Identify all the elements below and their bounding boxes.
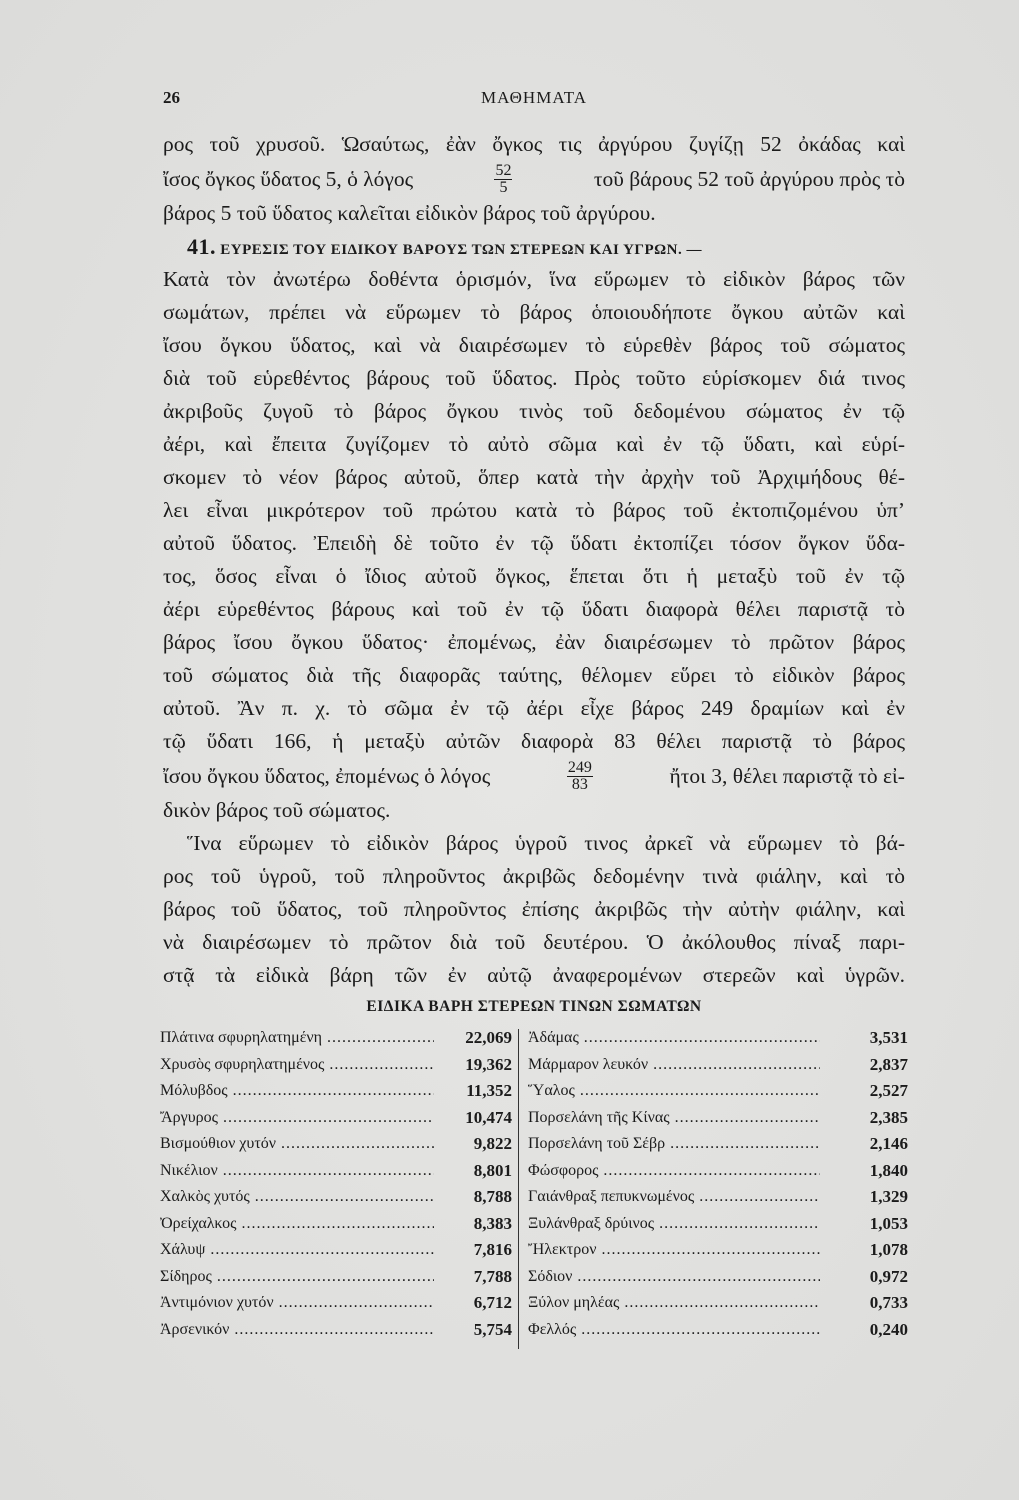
- page-number: 26: [163, 88, 180, 107]
- specific-gravity-value: 1,078: [869, 1240, 908, 1259]
- table-row: [160, 1264, 512, 1291]
- substance-name: Ὀρείχαλκος .....: [160, 1211, 434, 1238]
- substance-name: Σόδιον .....: [528, 1264, 820, 1291]
- section-number: 41.: [187, 234, 216, 259]
- column-divider: [518, 1029, 519, 1349]
- text-line: τῷ ὕδατι 166, ἡ μεταξὺ αὐτῶν διαφορὰ 83 θέλει παριστᾷ τὸ βάρος: [163, 729, 905, 753]
- text-line: νὰ διαιρέσωμεν τὸ πρῶτον διὰ τοῦ δευτέρου. Ὁ ἀκόλουθος πίναξ παρι-: [163, 930, 905, 954]
- substance-name: Μόλυβδος .....: [160, 1078, 434, 1105]
- text-line: στᾷ τὰ εἰδικὰ βάρη τῶν ἐν αὐτῷ ἀναφερομένων στερεῶν καὶ ὑγρῶν.: [163, 963, 905, 987]
- fraction: [567, 760, 593, 793]
- specific-gravity-value: 1,840: [869, 1160, 908, 1180]
- fraction-denominator: 5: [499, 178, 508, 196]
- table-row: [160, 1078, 512, 1105]
- paragraph: [163, 827, 905, 992]
- text-line: βάρος ἴσου ὄγκου ὕδατος· ἐπομένως, ἐὰν διαιρέσωμεν τὸ πρῶτον βάρος: [163, 630, 905, 654]
- table-row: [160, 1158, 512, 1185]
- table-row: [528, 1290, 908, 1317]
- specific-gravity-value: 19,362: [465, 1054, 512, 1074]
- text-segment: τοῦ βάρους 52 τοῦ ἀργύρου πρὸς τὸ: [593, 167, 905, 191]
- table-row: [528, 1158, 908, 1185]
- text-line: σκομεν τὸ νέον βάρος αὐτοῦ, ὅπερ κατὰ τὴν ἀρχὴν τοῦ Ἀρχιμήδους θέ-: [163, 465, 905, 489]
- text-line-with-fraction: [163, 161, 905, 197]
- specific-gravity-value: 11,352: [466, 1081, 512, 1100]
- substance-name: Φελλός .....: [528, 1317, 820, 1344]
- specific-gravity-value: 22,069: [465, 1028, 512, 1047]
- substance-name: Χρυσὸς σφυρηλατημένος .....: [160, 1052, 434, 1079]
- specific-gravity-value: 0,240: [869, 1319, 908, 1339]
- specific-gravity-value: 2,837: [869, 1054, 908, 1074]
- specific-gravity-value: 7,816: [473, 1240, 512, 1259]
- text-segment: ἤτοι 3, θέλει παριστᾷ τὸ εἰ-: [669, 764, 905, 788]
- substance-name: Ἀρσενικόν .....: [160, 1317, 434, 1344]
- table-title: ΕΙΔΙΚΑ ΒΑΡΗ ΣΤΕΡΕΩΝ ΤΙΝΩΝ ΣΩΜΑΤΩΝ: [366, 998, 702, 1015]
- substance-name: Πορσελάνη τῆς Κίνας .....: [528, 1105, 820, 1132]
- table-row: [160, 1105, 512, 1132]
- table-row: [528, 1264, 908, 1291]
- table-row: [160, 1237, 512, 1264]
- substance-name: Νικέλιον .....: [160, 1158, 434, 1185]
- specific-gravity-value: 9,822: [473, 1134, 512, 1153]
- specific-gravity-value: 0,972: [869, 1266, 908, 1286]
- substance-name: Ἄργυρος .....: [160, 1105, 434, 1132]
- table-row: [528, 1317, 908, 1344]
- substance-name: Πορσελάνη τοῦ Σέβρ .....: [528, 1131, 820, 1158]
- specific-gravity-value: 6,712: [473, 1293, 512, 1312]
- substance-name: Σίδηρος .....: [160, 1264, 434, 1291]
- text-line: δικὸν βάρος τοῦ σώματος.: [163, 798, 391, 822]
- fraction-numerator: 52: [495, 161, 512, 179]
- text-line: αὐτοῦ. Ἂν π. χ. τὸ σῶμα ἐν τῷ ἀέρι εἶχε βάρος 249 δραμίων καὶ ἐν: [163, 696, 905, 720]
- text-line: Ἵνα εὕρωμεν τὸ εἰδικὸν βάρος ὑγροῦ τινος ἀρκεῖ νὰ εὕρωμεν τὸ βά-: [187, 831, 905, 855]
- table-column-right: [528, 1025, 908, 1343]
- substance-name: Ὕαλος .....: [528, 1078, 820, 1105]
- text-line: τος, ὅσος εἶναι ὁ ἴδιος αὐτοῦ ὄγκος, ἕπεται ὅτι ἡ μεταξὺ τοῦ ἐν τῷ: [163, 564, 905, 588]
- fraction: [494, 163, 512, 196]
- text-line: Κατὰ τὸν ἀνωτέρω δοθέντα ὁρισμόν, ἵνα εὕρωμεν τὸ εἰδικὸν βάρος τῶν: [163, 267, 905, 291]
- specific-gravity-value: 2,146: [869, 1134, 908, 1153]
- table-row: [528, 1131, 908, 1158]
- text-line-with-fraction: [163, 758, 905, 794]
- specific-gravity-value: 2,527: [869, 1081, 908, 1100]
- substance-name: Ξύλον μηλέας .....: [528, 1290, 820, 1317]
- substance-name: Χάλυψ .....: [160, 1237, 434, 1264]
- substance-name: Χαλκὸς χυτός .....: [160, 1184, 434, 1211]
- section-heading: [163, 230, 905, 263]
- specific-gravity-value: 8,383: [473, 1213, 512, 1233]
- text-line: αὐτοῦ ὕδατος. Ἐπειδὴ δὲ τοῦτο ἐν τῷ ὕδατι ἐκτοπίζει τόσον ὄγκον ὕδα-: [163, 531, 905, 555]
- text-line: ρος τοῦ χρυσοῦ. Ὡσαύτως, ἐὰν ὄγκος τις ἀργύρου ζυγίζῃ 52 ὀκάδας καὶ: [163, 132, 905, 156]
- substance-name: Ἤλεκτρον .....: [528, 1237, 820, 1264]
- substance-name: Ξυλάνθραξ δρύινος .....: [528, 1211, 820, 1238]
- substance-name: Ἀντιμόνιον χυτόν .....: [160, 1290, 434, 1317]
- table-row: [528, 1237, 908, 1264]
- table-row: [528, 1052, 908, 1079]
- text-line: βάρος 5 τοῦ ὕδατος καλεῖται εἰδικὸν βάρος τοῦ ἀργύρου.: [163, 201, 656, 225]
- table-column-left: [160, 1025, 512, 1343]
- table-row: [528, 1211, 908, 1238]
- fraction-denominator: 83: [571, 775, 588, 793]
- specific-gravity-value: 3,531: [869, 1028, 908, 1047]
- table-row: [160, 1317, 512, 1344]
- table-row: [528, 1105, 908, 1132]
- running-title: ΜΑΘΗΜΑΤΑ: [480, 88, 588, 107]
- table-row: [528, 1078, 908, 1105]
- substance-name: Μάρμαρον λευκόν .....: [528, 1052, 820, 1079]
- specific-gravity-value: 1,329: [869, 1187, 908, 1206]
- text-line: λει εἶναι μικρότερον τοῦ πρώτου κατὰ τὸ βάρος τοῦ ἐκτοπιζομένου ὑπ’: [163, 498, 905, 522]
- text-line: ρος τοῦ ὑγροῦ, τοῦ πληροῦντος ἀκριβῶς δεδομένην τινὰ φιάλην, καὶ τὸ: [163, 864, 905, 888]
- table-row: [160, 1025, 512, 1052]
- substance-name: Γαιάνθραξ πεπυκνωμένος .....: [528, 1184, 820, 1211]
- table-row: [160, 1211, 512, 1238]
- text-line: ἴσου ὄγκου ὕδατος, καὶ νὰ διαιρέσωμεν τὸ εὑρεθὲν βάρος τοῦ σώματος: [163, 333, 905, 357]
- table-row: [160, 1052, 512, 1079]
- body-text: [163, 128, 905, 992]
- substance-name: Ἀδάμας .....: [528, 1025, 820, 1052]
- table-row: [160, 1131, 512, 1158]
- specific-gravity-value: 0,733: [869, 1293, 908, 1312]
- text-segment: ἴσου ὄγκου ὕδατος, ἐπομένως ὁ λόγος: [163, 764, 491, 788]
- text-line: ἀέρι εὑρεθέντος βάρους καὶ τοῦ ἐν τῷ ὕδατι διαφορὰ θέλει παριστᾷ τὸ: [163, 597, 905, 621]
- table-row: [528, 1025, 908, 1052]
- text-line: ἀκριβοῦς ζυγοῦ τὸ βάρος ὄγκου τινὸς τοῦ δεδομένου σώματος ἐν τῷ: [163, 399, 905, 423]
- running-header: [163, 88, 905, 112]
- fraction-numerator: 249: [567, 758, 592, 776]
- specific-gravity-value: 10,474: [465, 1107, 512, 1127]
- text-line: ἀέρι, καὶ ἔπειτα ζυγίζομεν τὸ αὐτὸ σῶμα καὶ ἐν τῷ ὕδατι, καὶ εὑρί-: [163, 432, 905, 456]
- section-title: ΕΥΡΕΣΙΣ ΤΟΥ ΕΙΔΙΚΟΥ ΒΑΡΟΥΣ ΤΩΝ ΣΤΕΡΕΩΝ ΚΑΙ ΥΓΡΩΝ. —: [220, 242, 702, 258]
- paragraph: [163, 263, 905, 758]
- text-line: βάρος τοῦ ὕδατος, τοῦ πληροῦντος ἐπίσης ἀκριβῶς τὴν αὐτὴν φιάλην, καὶ: [163, 897, 905, 921]
- substance-name: Φώσφορος .....: [528, 1158, 820, 1185]
- substance-name: Πλάτινα σφυρηλατημένη .....: [160, 1025, 434, 1052]
- table-row: [160, 1290, 512, 1317]
- specific-gravity-value: 2,385: [869, 1107, 908, 1127]
- specific-gravity-value: 1,053: [869, 1213, 908, 1233]
- specific-gravity-value: 8,801: [473, 1160, 512, 1180]
- text-line: τοῦ σώματος διὰ τῆς διαφορᾶς ταύτης, θέλομεν εὕρει τὸ εἰδικὸν βάρος: [163, 663, 905, 687]
- table-row: [160, 1184, 512, 1211]
- specific-gravity-value: 7,788: [473, 1266, 512, 1286]
- table-row: [528, 1184, 908, 1211]
- specific-gravity-value: 8,788: [473, 1187, 512, 1206]
- text-line: σωμάτων, πρέπει νὰ εὕρωμεν τὸ βάρος ὁποιουδήποτε ὄγκου αὐτῶν καὶ: [163, 300, 905, 324]
- specific-gravity-value: 5,754: [473, 1319, 512, 1339]
- text-line: διὰ τοῦ εὑρεθέντος βάρους τοῦ ὕδατος. Πρὸς τοῦτο εὑρίσκομεν διά τινος: [163, 366, 905, 390]
- substance-name: Βισμούθιον χυτόν .....: [160, 1131, 434, 1158]
- text-segment: ἴσος ὄγκος ὕδατος 5, ὁ λόγος: [163, 167, 414, 191]
